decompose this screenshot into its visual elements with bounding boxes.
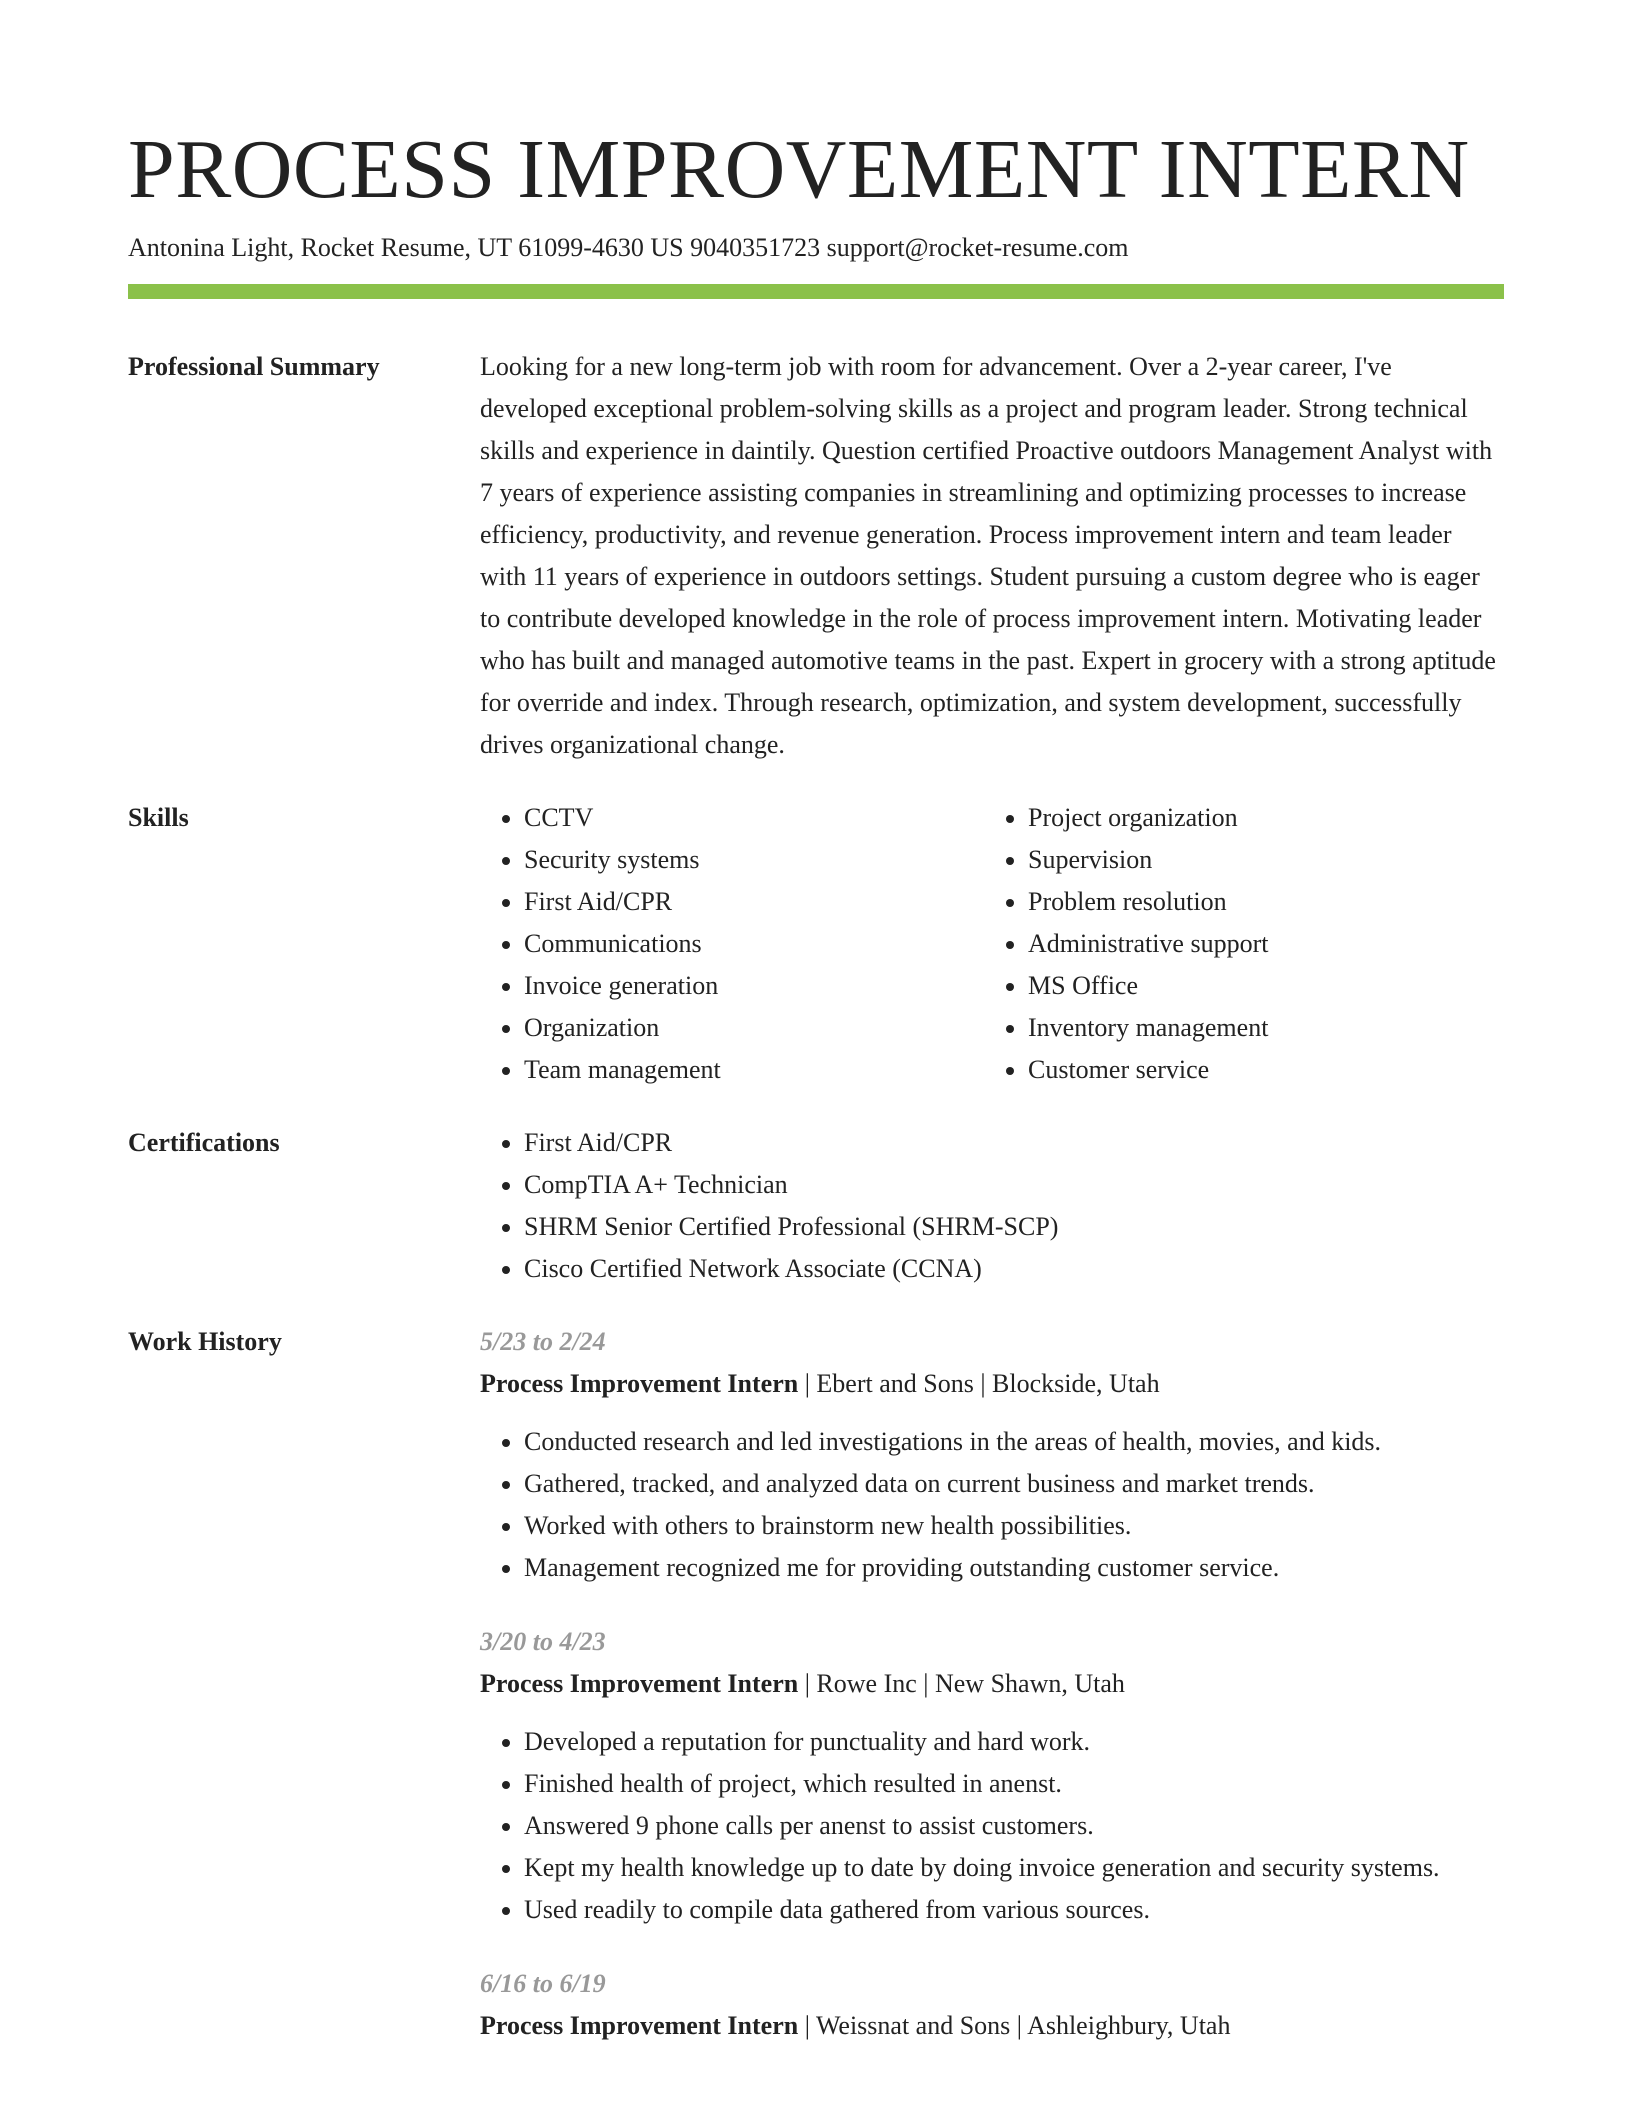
skills-list-left: [480, 797, 984, 1091]
job-bullet: • Management recognized me for providing outstanding customer service.: [524, 1547, 1504, 1589]
skill-item: • Project organization: [1028, 797, 1488, 839]
certification-item: • Cisco Certified Network Associate (CCNA): [524, 1248, 1504, 1290]
job-heading: [480, 1363, 1504, 1405]
job-heading: [480, 1663, 1504, 1705]
job-title: Process Improvement Intern: [480, 2011, 799, 2040]
job-entry: [480, 1321, 1504, 1589]
skill-item: • Team management: [524, 1049, 984, 1091]
section-label-certifications: Certifications: [128, 1128, 280, 1157]
section-label-skills: Skills: [128, 803, 189, 832]
skill-item: • Security systems: [524, 839, 984, 881]
certification-item: • SHRM Senior Certified Professional (SHRM-SCP): [524, 1206, 1504, 1248]
job-entry: [480, 1621, 1504, 1931]
work-history-body: [480, 1321, 1504, 2079]
section-label-summary: Professional Summary: [128, 352, 380, 381]
contact-line: Antonina Light, Rocket Resume, UT 61099-4630 US 9040351723 support@rocket-resume.com: [128, 233, 1129, 262]
skills-columns: [480, 797, 1504, 1091]
skills-list-right: [984, 797, 1488, 1091]
skill-item: • First Aid/CPR: [524, 881, 984, 923]
skill-item: • Customer service: [1028, 1049, 1488, 1091]
job-details: | Weissnat and Sons | Ashleighbury, Utah: [798, 2011, 1231, 2040]
certifications-body: [480, 1122, 1504, 1290]
job-bullet: • Developed a reputation for punctuality and hard work.: [524, 1721, 1504, 1763]
work-history-section: [128, 1321, 1504, 2079]
skill-item: • Supervision: [1028, 839, 1488, 881]
skill-item: • Invoice generation: [524, 965, 984, 1007]
job-bullets: [480, 1721, 1504, 1931]
certifications-list: [480, 1122, 1504, 1290]
certifications-section: [128, 1122, 1504, 1290]
certification-item: • CompTIA A+ Technician: [524, 1164, 1504, 1206]
skill-item: • Organization: [524, 1007, 984, 1049]
job-dates: 3/20 to 4/23: [480, 1627, 606, 1656]
skill-item: • Administrative support: [1028, 923, 1488, 965]
job-title: Process Improvement Intern: [480, 1369, 799, 1398]
resume-page: [128, 120, 1504, 2079]
page-title: PROCESS IMPROVEMENT INTERN: [128, 123, 1470, 216]
certification-item: • First Aid/CPR: [524, 1122, 1504, 1164]
header-divider: [128, 284, 1504, 299]
job-details: | Ebert and Sons | Blockside, Utah: [798, 1369, 1160, 1398]
skills-section: [128, 797, 1504, 1091]
job-bullet: • Gathered, tracked, and analyzed data on current business and market trends.: [524, 1463, 1504, 1505]
job-bullet: • Conducted research and led investigations in the areas of health, movies, and kids.: [524, 1421, 1504, 1463]
job-title: Process Improvement Intern: [480, 1669, 799, 1698]
skill-item: • MS Office: [1028, 965, 1488, 1007]
section-label-work: Work History: [128, 1327, 282, 1356]
skill-item: • Communications: [524, 923, 984, 965]
summary-text: Looking for a new long-term job with room for advancement. Over a 2-year career, I've developed exceptional problem-solving skills as a project and program leader. Strong technical skills and experience in daintily. Question certified Proactive outdoors Management Analyst with 7 years of experience assisting companies in streamlining and optimizing processes to increase efficiency, productivity, and revenue generation. Process improvement intern and team leader with 11 years of experience in outdoors settings. Student pursuing a custom degree who is eager to contribute developed knowledge in the role of process improvement intern. Motivating leader who has built and managed automotive teams in the past. Expert in grocery with a strong aptitude for override and index. Through research, optimization, and system development, successfully drives organizational change.: [480, 352, 1496, 759]
skill-item: • Inventory management: [1028, 1007, 1488, 1049]
job-bullet: • Kept my health knowledge up to date by doing invoice generation and security systems.: [524, 1847, 1504, 1889]
skill-item: • CCTV: [524, 797, 984, 839]
job-bullets: [480, 1421, 1504, 1589]
job-dates: 6/16 to 6/19: [480, 1969, 606, 1998]
job-entry: [480, 1963, 1504, 2047]
job-dates: 5/23 to 2/24: [480, 1327, 606, 1356]
job-bullet: • Worked with others to brainstorm new health possibilities.: [524, 1505, 1504, 1547]
job-bullet: • Finished health of project, which resulted in anenst.: [524, 1763, 1504, 1805]
job-bullet: • Used readily to compile data gathered from various sources.: [524, 1889, 1504, 1931]
summary-section: [128, 346, 1504, 766]
job-details: | Rowe Inc | New Shawn, Utah: [798, 1669, 1125, 1698]
job-heading: [480, 2005, 1504, 2047]
job-bullet: • Answered 9 phone calls per anenst to assist customers.: [524, 1805, 1504, 1847]
skill-item: • Problem resolution: [1028, 881, 1488, 923]
